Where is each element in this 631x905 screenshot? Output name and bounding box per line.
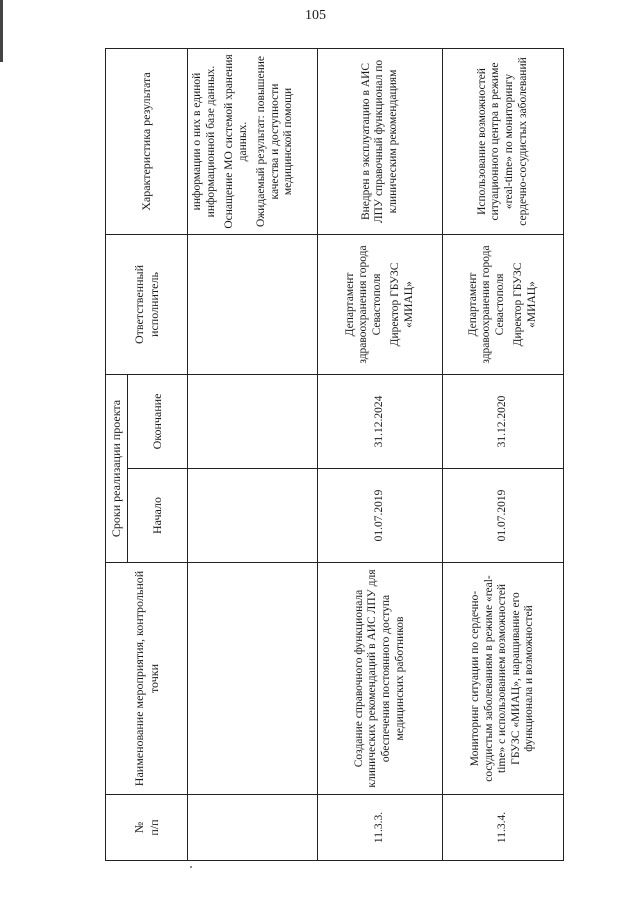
cell-result — [318, 49, 443, 235]
cell-end: 31.12.2020 — [443, 375, 564, 469]
cell-num: 11.3.3. — [318, 795, 443, 861]
cell-result — [188, 49, 318, 235]
cell-executor — [188, 235, 318, 375]
executor-text: Департамент здравоохранения города Севастополя — [466, 245, 506, 364]
header-end: Окончание — [128, 375, 188, 469]
page-number: 105 — [305, 8, 326, 23]
cell-executor — [318, 235, 443, 375]
result-text: Ожидаемый результат: повышение качества и доступности медицинской помощи — [255, 55, 295, 228]
result-text: Оснащение МО системой хранения данных. — [223, 54, 249, 229]
cell-end: 31.12.2024 — [318, 375, 443, 469]
cell-name — [188, 563, 318, 795]
project-table — [105, 48, 564, 861]
cell-num — [188, 795, 318, 861]
table-row — [318, 49, 443, 861]
header-result: Характеристика результата — [106, 49, 188, 235]
table-row — [188, 49, 318, 861]
executor-text: Директор ГБУЗС «МИАЦ» — [512, 262, 538, 347]
cell-start — [188, 469, 318, 563]
cell-start: 01.07.2019 — [443, 469, 564, 563]
cell-start: 01.07.2019 — [318, 469, 443, 563]
cell-result — [443, 49, 564, 235]
header-start: Начало — [128, 469, 188, 563]
cell-end — [188, 375, 318, 469]
cell-name: Создание справочного функционала клинических рекомендаций в АИС ЛПУ для обеспечения постоянного доступа медицинских работников — [318, 563, 443, 795]
table-row — [443, 49, 564, 861]
executor-text: Директор ГБУЗС «МИАЦ» — [389, 262, 415, 347]
header-executor: Ответственный исполнитель — [106, 235, 188, 375]
result-text: Внедрен в эксплуатацию в АИС ЛПУ справочный функционал по клиническим рекомендациям — [359, 59, 399, 224]
cell-num: 11.3.4. — [443, 795, 564, 861]
executor-text: Департамент здравоохранения города Севастополя — [343, 245, 383, 364]
result-text: Использование возможностей ситуационного центра в режиме «real-time» по мониторингу сердечно-сосудистых заболеваний — [475, 57, 529, 226]
header-num: № п/п — [106, 795, 188, 861]
scan-speck — [190, 866, 192, 868]
header-terms: Сроки реализации проекта — [106, 375, 128, 563]
result-text: информации о них в единой информационной базе данных. — [191, 65, 217, 218]
cell-name: Мониторинг ситуации по сердечно-сосудистым заболеваниям в режиме «real-time» с использованием возможностей ГБУЗС «МИАЦ», наращивание его функционала и возможностей — [443, 563, 564, 795]
header-name: Наименование мероприятия, контрольной точки — [106, 563, 188, 795]
cell-executor — [443, 235, 564, 375]
rotated-table-container — [105, 49, 563, 861]
